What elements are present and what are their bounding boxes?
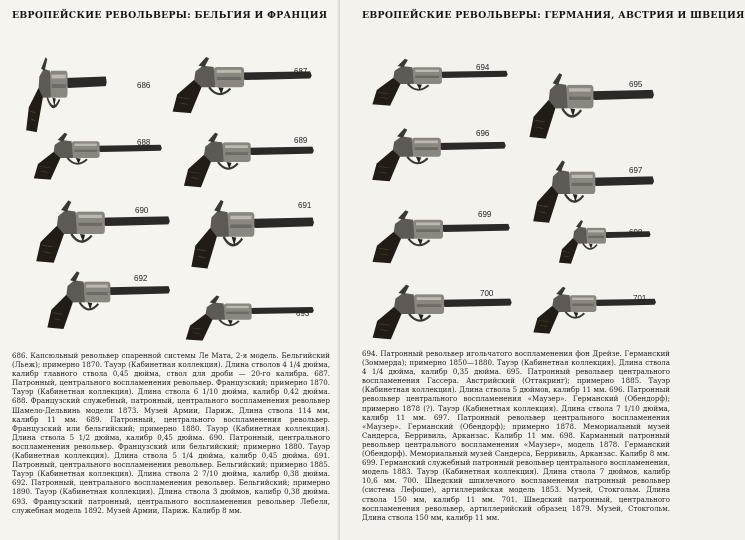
revolver-figure-692 [38, 258, 172, 332]
left-page-caption [12, 351, 330, 515]
figure-number-687: 687 [294, 67, 308, 76]
revolver-figure-701 [524, 276, 658, 336]
revolver-figure-695 [520, 58, 656, 142]
revolver-figure-693 [176, 285, 316, 343]
revolver-figure-688 [24, 122, 164, 182]
figure-number-691: 691 [298, 201, 312, 210]
figure-number-686: 686 [137, 81, 151, 90]
revolver-figure-694 [362, 48, 510, 108]
revolver-figure-691 [182, 184, 316, 272]
figure-number-692: 692 [134, 274, 148, 283]
left-caption-text: 686. Капсюльный револьвер спаренной системы Ле Мата, 2-я модель. Бельгийский (Льеж); примерно 1870. Тауэр (Кабинетная коллекция). Длина стволов 4 1/4 дюйма, калибр главного ствола 0,45 дюйма, ствол для дроби — 20-го калибра. 687. Патронный, центрального воспламенения револьвер. Французский; примерно 1870. Тауэр (Кабинетная коллекция). Длина ствола 6 1/10 дюйма, калибр 0,42 дюйма. 688. Французский служебный, патронный, центрального воспламенения револьвер Шамело-Дельвинь модели 1873. Музей Армии, Париж. Длина ствола 114 мм, калибр 11 мм. 689. Патронный, центрального воспламенения револьвер. Французский или бельгийский; примерно 1880. Тауэр (Кабинетная коллекция). Длина ствола 5 1/2 дюйма, калибр 0,45 дюйма. 690. Патронный, центрального воспламенения револьвер. Французский или бельгийский; примерно 1880. Тауэр (Кабинетная коллекция). Длина ствола 5 1/4 дюйма, калибр 0,45 дюйма. 691. Патронный, центрального воспламенения револьвер. Бельгийский; примерно 1885. Тауэр (Кабинетная коллекция). Длина ствола 2 7/10 дюйма, калибр 0,38 дюйма. 692. Патронный, центрального воспламенения револьвер. Бельгийский; примерно 1890. Тауэр (Кабинетная коллекция). Длина ствола 3 дюймов, калибр 0,38 дюйма. 693. Французский патронный, центрального воспламенения револьвер Лебеля, служебная модель 1892. Музей Армии, Париж. Калибр 8 мм. [12, 351, 330, 515]
figure-number-695: 695 [629, 80, 643, 89]
figure-number-694: 694 [476, 63, 490, 72]
revolver-figure-689 [174, 120, 316, 190]
right-caption-text: 694. Патронный револьвер игольчатого воспламенения фон Дрейзе. Германский (Зоммерда); примерно 1850—1880. Тауэр (Кабинетная коллекция). Длина ствола 4 1/4 дюйма, калибр 0,35 дюйма. 695. Патронный револьвер центрального воспламенения Гассера. Австрийский (Оттакринг); примерно 1885. Тауэр (Кабинетная коллекция). Длина ствола 5 дюймов, калибр 11 мм. 696. Патронный револьвер центрального воспламенения «Маузер». Германский (Обендорф); примерно 1878 (?). Тауэр (Кабинетная коллекция). Длина ствола 7 1/10 дюйма, калибр 11 мм. 697. Патронный револьвер центрального воспламенения «Маузер». Германский (Обендорф); примерно 1878. Мемориальный музей Сандерса, Берривиль, Арканзас. Калибр 11 мм. 698. Карманный патронный револьвер центрального воспламенения «Маузер», модель 1878. Германский (Обендорф). Мемориальный музей Сандерса, Берривиль, Арканзас. Калибр 8 мм. 699. Германский служебный патронный револьвер центрального воспламенения, модель 1883. Тауэр (Кабинетная коллекция). Длина ствола 7 дюймов, калибр 10,6 мм. 700. Шведский шпилечного воспламенения патронный револьвер (система Лефоше), артиллерийская модель 1853. Музей, Стокгольм. Длина ствола 150 мм, калибр 11 мм. 701. Шведский патронный, центрального воспламенения револьвер, артиллерийский образец 1879. Музей, Стокгольм. Длина ствола 150 мм, калибр 11 мм. [362, 349, 670, 522]
revolver-figure-698 [552, 210, 652, 266]
figure-number-697: 697 [629, 166, 643, 175]
figure-number-693: 693 [296, 309, 310, 318]
revolver-figure-699 [362, 198, 512, 266]
figure-number-698: 698 [629, 228, 643, 237]
revolver-figure-687 [162, 44, 314, 116]
figure-number-689: 689 [294, 136, 308, 145]
figure-number-696: 696 [476, 129, 490, 138]
left-page [0, 0, 340, 540]
right-page-caption [362, 349, 670, 522]
right-page-title: ЕВРОПЕЙСКИЕ РЕВОЛЬВЕРЫ: ГЕРМАНИЯ, АВСТРИЯ И ШВЕЦИЯ [362, 10, 745, 21]
right-page [340, 0, 745, 540]
revolver-figure-700 [362, 272, 514, 342]
figure-number-701: 701 [633, 294, 647, 303]
revolver-figure-696 [362, 116, 508, 184]
revolver-figure-690 [26, 186, 172, 266]
figure-number-690: 690 [135, 206, 149, 215]
figure-number-688: 688 [137, 138, 151, 147]
figure-number-700: 700 [480, 289, 494, 298]
figure-number-699: 699 [478, 210, 492, 219]
left-page-title: ЕВРОПЕЙСКИЕ РЕВОЛЬВЕРЫ: БЕЛЬГИЯ И ФРАНЦИЯ [12, 10, 328, 21]
